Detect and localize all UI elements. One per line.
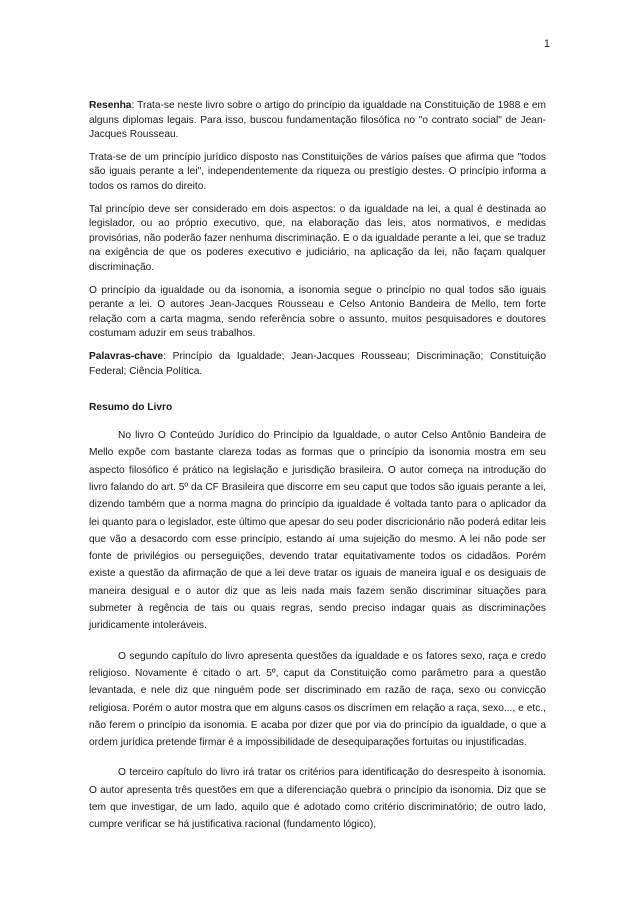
- abstract-text: Trata-se neste livro sobre o artigo do princípio da igualdade na Constituição de 1988 e em alguns diplomas legais. Para isso, buscou fundamentação filosófica no "o contrato social" de Jean-Jacques Rousseau.: [89, 100, 546, 141]
- intro-paragraph-3: O princípio da igualdade ou da isonomia, a isonomia segue o princípio no qual todos são iguais perante a lei. O autores Jean-Jacques Rousseau e Celso Antonio Bandeira de Mello, tem forte relação com a carta magma, sendo referência sobre o assunto, muitos pesquisadores e doutores costumam aduzir em seus trabalhos.: [89, 284, 546, 340]
- keywords-label: Palavras-chave: [89, 350, 164, 362]
- keywords-separator: :: [163, 350, 167, 362]
- abstract-separator: :: [131, 100, 135, 111]
- keywords-paragraph: [89, 350, 546, 379]
- abstract-paragraph: [89, 99, 546, 143]
- body-paragraph-2: O segundo capítulo do livro apresenta questões da igualdade e os fatores sexo, raça e credo religioso. Novamente é citado o art. 5º, caput da Constituição como parâmetro para a questão levantada, e nele diz que ninguém pode ser discriminado em razão de raça, sexo ou convicção religiosa. Porém o autor mostra que em alguns casos os discrímen em relação a raça, sexo..., e etc., não ferem o princípio da isonomia. E acaba por dizer que por via do princípio da igualdade, o que a ordem jurídica pretende firmar é a impossibilidade de desequiparações fortuitas ou injustificadas.: [89, 650, 546, 749]
- document-content: [89, 99, 546, 847]
- intro-paragraph-1: Trata-se de um princípio jurídico disposto nas Constituições de vários países que afirma que "todos são iguais perante a lei", independentemente da riqueza ou prestígio destes. O princípio informa a todos os ramos do direito.: [89, 151, 546, 192]
- abstract-label: Resenha: [89, 100, 132, 111]
- body-paragraph-3: O terceiro capítulo do livro irá tratar os critérios para identificação do desrespeito à isonomia. O autor apresenta três questões em que a diferenciação quebra o princípio da isonomia. Diz que se tem que investigar, de um lado, aquilo que é adotado como critério discriminatório; de outro lado, cumpre verificar se há justificativa racional (fundamento lógico),: [89, 767, 546, 831]
- intro-paragraph-2: Tal princípio deve ser considerado em dois aspectos: o da igualdade na lei, a qual é destinada ao legislador, ou ao próprio executivo, que, na elaboração das leis, atos normativos, e medidas provisórias, não poderão fazer nenhuma discriminação. E o da igualdade perante a lei, que se traduz na exigência de que os poderes executivo e judiciário, na aplicação da lei, não façam qualquer discriminação.: [89, 203, 546, 273]
- body-paragraph-1: No livro O Conteúdo Jurídico do Princípio da Igualdade, o autor Celso Antônio Bandeira de Mello expõe com bastante clareza todas as formas que o princípio da isonomia mostra em seu aspecto filosófico é prático na legislação e jurisdição brasileira. O autor começa na introdução do livro falando do art. 5º da CF Brasileira que discorre em seu caput que todos são iguais perante a lei, dizendo também que a norma magna do princípio da igualdade é voltada tanto para o aplicador da lei quanto para o legislador, este último que apesar do seu poder discricionário não poderá editar leis que vão a desacordo com esse princípio, estando aí uma sujeição do mesmo. A lei não pode ser fonte de privilégios ou perseguições, devendo tratar equitativamente todos os cidadãos. Porém existe a questão da afirmação de que a lei deve tratar os iguais de maneira igual e os desiguais de maneira desigual e o autor diz que as leis nada mais fazem senão discriminar situações para submeter à regência de tais ou quais regras, sendo preciso indagar quais as discriminações juridicamente intoleráveis.: [89, 430, 546, 632]
- page-number: 1: [543, 38, 550, 50]
- keywords-text: Princípio da Igualdade; Jean-Jacques Rousseau; Discriminação; Constituição Federal; Ciência Política.: [89, 350, 546, 377]
- section-title: Resumo do Livro: [89, 402, 173, 414]
